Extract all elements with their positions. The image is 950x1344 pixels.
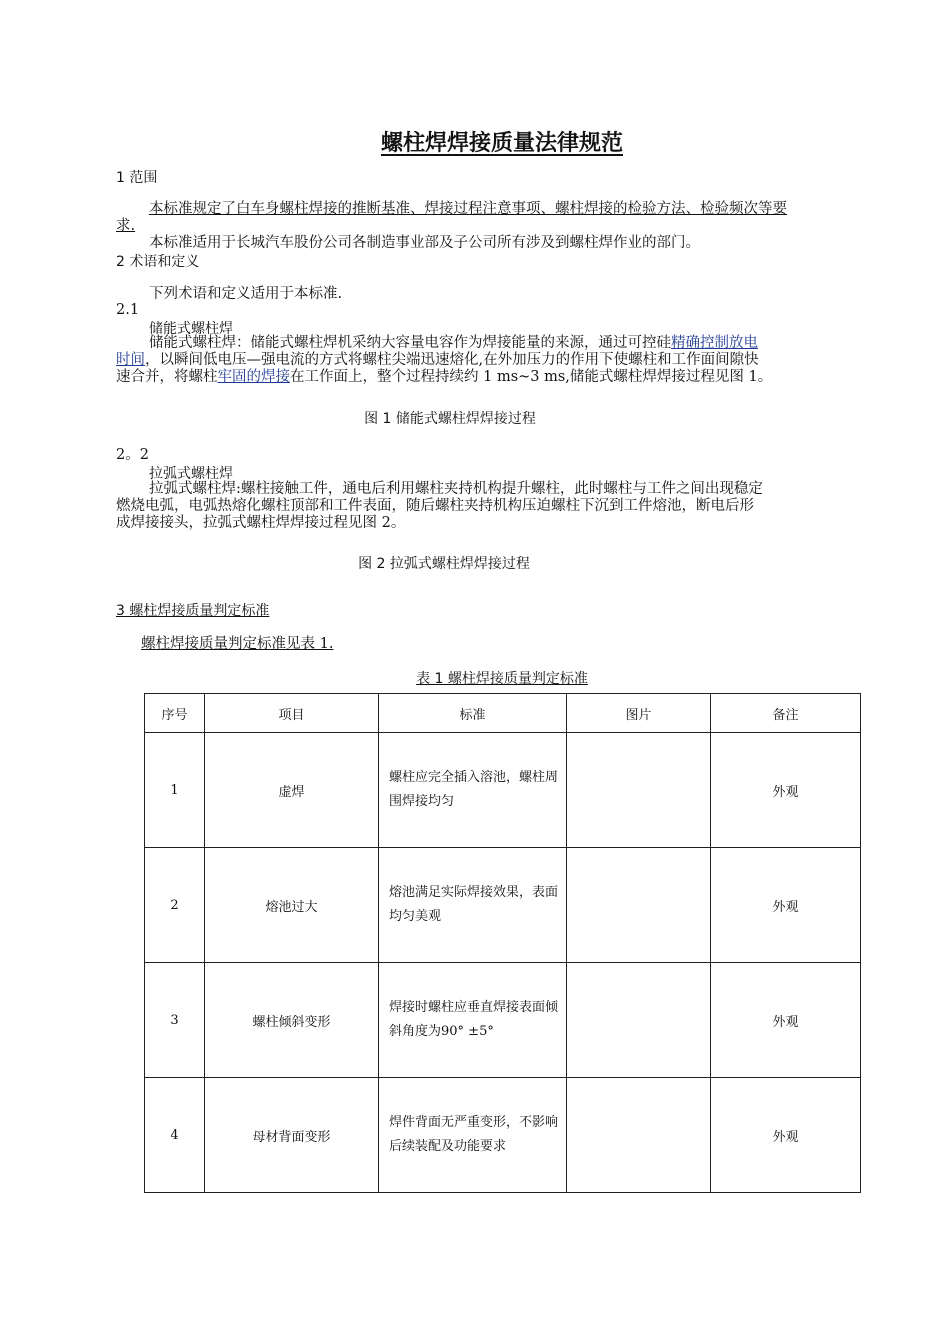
table-row xyxy=(145,848,861,963)
arc-stud-line1: 拉弧式螺柱焊:螺柱接触工件，通电后利用螺柱夹持机构提升螺柱，此时螺柱与工件之间出现稳定 xyxy=(149,481,763,497)
table-row xyxy=(145,1078,861,1193)
section-2-heading: 2 术语和定义 xyxy=(116,254,200,270)
header-standard: 标准 xyxy=(379,694,567,733)
capacitor-stud-line1 xyxy=(149,335,758,352)
row-no: 3 xyxy=(145,963,205,1078)
row-standard: 焊件背面无严重变形，不影响后续装配及功能要求 xyxy=(379,1078,567,1193)
section-1-heading: 1 范围 xyxy=(116,170,158,186)
header-picture: 图片 xyxy=(567,694,711,733)
capacitor-stud-line2 xyxy=(116,352,759,369)
section-3-heading: 3 螺柱焊接质量判定标准 xyxy=(116,603,270,619)
subsection-2-1-number: 2.1 xyxy=(116,302,140,318)
table-row xyxy=(145,733,861,848)
row-remark: 外观 xyxy=(711,1078,861,1193)
row-item: 母材背面变形 xyxy=(205,1078,379,1193)
row-picture xyxy=(567,733,711,848)
arc-stud-line3: 成焊接接头，拉弧式螺柱焊焊接过程见图 2。 xyxy=(116,515,406,531)
precise-discharge-link[interactable]: 精确控制放电 xyxy=(671,335,758,351)
row-standard: 熔池满足实际焊接效果，表面均匀美观 xyxy=(379,848,567,963)
arc-stud-line2: 燃烧电弧，电弧热熔化螺柱顶部和工件表面，随后螺柱夹持机构压迫螺柱下沉到工件熔池，断电后形 xyxy=(116,498,754,514)
capacitor-stud-line3 xyxy=(116,369,772,386)
row-picture xyxy=(567,963,711,1078)
figure-2-caption: 图 2 拉弧式螺柱焊焊接过程 xyxy=(358,556,530,572)
time-link[interactable]: 时间 xyxy=(116,352,145,368)
subsection-2-2-number: 2。2 xyxy=(116,447,149,463)
scope-paragraph-line2: 求. xyxy=(116,218,136,234)
capacitor-stud-line1-text: 储能式螺柱焊：储能式螺柱焊机采纳大容量电容作为焊接能量的来源，通过可控硅 xyxy=(149,335,671,351)
row-picture xyxy=(567,1078,711,1193)
row-item: 虚焊 xyxy=(205,733,379,848)
row-picture xyxy=(567,848,711,963)
row-standard: 螺柱应完全插入溶池，螺柱周围焊接均匀 xyxy=(379,733,567,848)
header-remark: 备注 xyxy=(711,694,861,733)
row-item: 螺柱倾斜变形 xyxy=(205,963,379,1078)
scope-paragraph-line1: 本标准规定了白车身螺柱焊接的推断基准、焊接过程注意事项、螺柱焊接的检验方法、检验频次等要 xyxy=(149,201,787,217)
table-header-row xyxy=(145,694,861,733)
row-no: 2 xyxy=(145,848,205,963)
criteria-intro: 螺柱焊接质量判定标准见表 1. xyxy=(141,636,334,652)
page-title: 螺柱焊焊接质量法律规范 xyxy=(380,131,623,156)
row-remark: 外观 xyxy=(711,963,861,1078)
capacitor-stud-line3-text-b: 在工作面上，整个过程持续约 1 ms~3 ms,储能式螺柱焊焊接过程见图 1。 xyxy=(290,369,773,385)
header-item: 项目 xyxy=(205,694,379,733)
row-no: 1 xyxy=(145,733,205,848)
row-standard: 焊接时螺柱应垂直焊接表面倾斜角度为90° ±5° xyxy=(379,963,567,1078)
capacitor-stud-line2-text: ，以瞬间低电压—强电流的方式将螺柱尖端迅速熔化,在外加压力的作用下使螺柱和工作面间隙快 xyxy=(145,352,759,368)
subsection-2-1-term: 储能式螺柱焊 xyxy=(149,321,233,337)
header-no: 序号 xyxy=(145,694,205,733)
applicability-paragraph: 本标准适用于长城汽车股份公司各制造事业部及子公司所有涉及到螺柱焊作业的部门。 xyxy=(149,235,700,251)
firm-weld-link[interactable]: 牢固的焊接 xyxy=(217,369,290,385)
capacitor-stud-line3-text-a: 速合并，将螺柱 xyxy=(116,369,218,385)
subsection-2-2-term: 拉弧式螺柱焊 xyxy=(149,466,233,482)
quality-criteria-table xyxy=(144,693,861,1193)
row-item: 熔池过大 xyxy=(205,848,379,963)
table-title: 表 1 螺柱焊接质量判定标准 xyxy=(416,671,588,687)
row-remark: 外观 xyxy=(711,733,861,848)
terms-intro: 下列术语和定义适用于本标准. xyxy=(149,286,343,302)
row-no: 4 xyxy=(145,1078,205,1193)
figure-1-caption: 图 1 储能式螺柱焊焊接过程 xyxy=(364,411,536,427)
table-row xyxy=(145,963,861,1078)
row-remark: 外观 xyxy=(711,848,861,963)
